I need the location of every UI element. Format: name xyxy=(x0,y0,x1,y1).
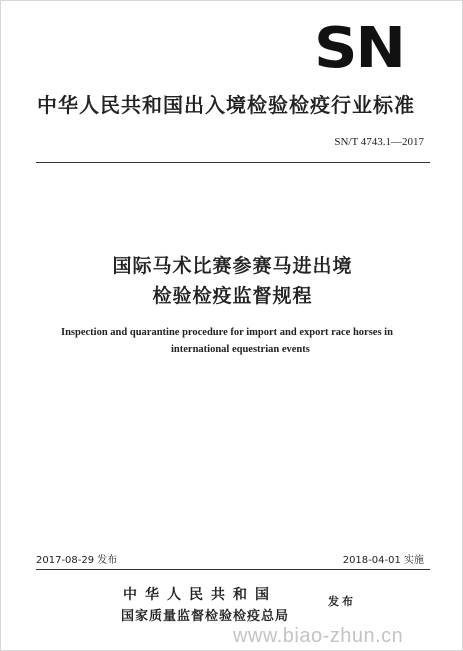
chinese-title-line-1: 国际马术比赛参赛马进出境 xyxy=(112,255,353,277)
bottom-divider xyxy=(36,569,430,570)
chinese-title xyxy=(1,251,463,311)
issue-word: 发布 xyxy=(328,595,356,608)
sn-logo: SN xyxy=(314,16,404,81)
english-title xyxy=(61,324,406,358)
issue-date: 2017-08-29 发布 xyxy=(36,555,118,566)
implementation-date: 2018-04-01 实施 xyxy=(342,555,424,566)
header-title: 中华人民共和国出入境检验检疫行业标准 xyxy=(37,93,415,117)
standard-number: SN/T 4743.1—2017 xyxy=(334,136,424,148)
watermark-text: www.biao-zhun.cn xyxy=(233,625,404,647)
english-title-line-2: international equestrian events xyxy=(171,344,310,355)
issuer-line-1: 中华人民共和国 xyxy=(123,587,277,603)
issuer-line-2: 国家质量监督检验检疫总局 xyxy=(121,609,290,624)
english-title-line-1: Inspection and quarantine procedure for import and export race horses in xyxy=(61,327,393,338)
top-divider xyxy=(36,162,430,163)
chinese-title-line-2: 检验检疫监督规程 xyxy=(152,285,313,307)
issuing-authority xyxy=(121,584,351,624)
